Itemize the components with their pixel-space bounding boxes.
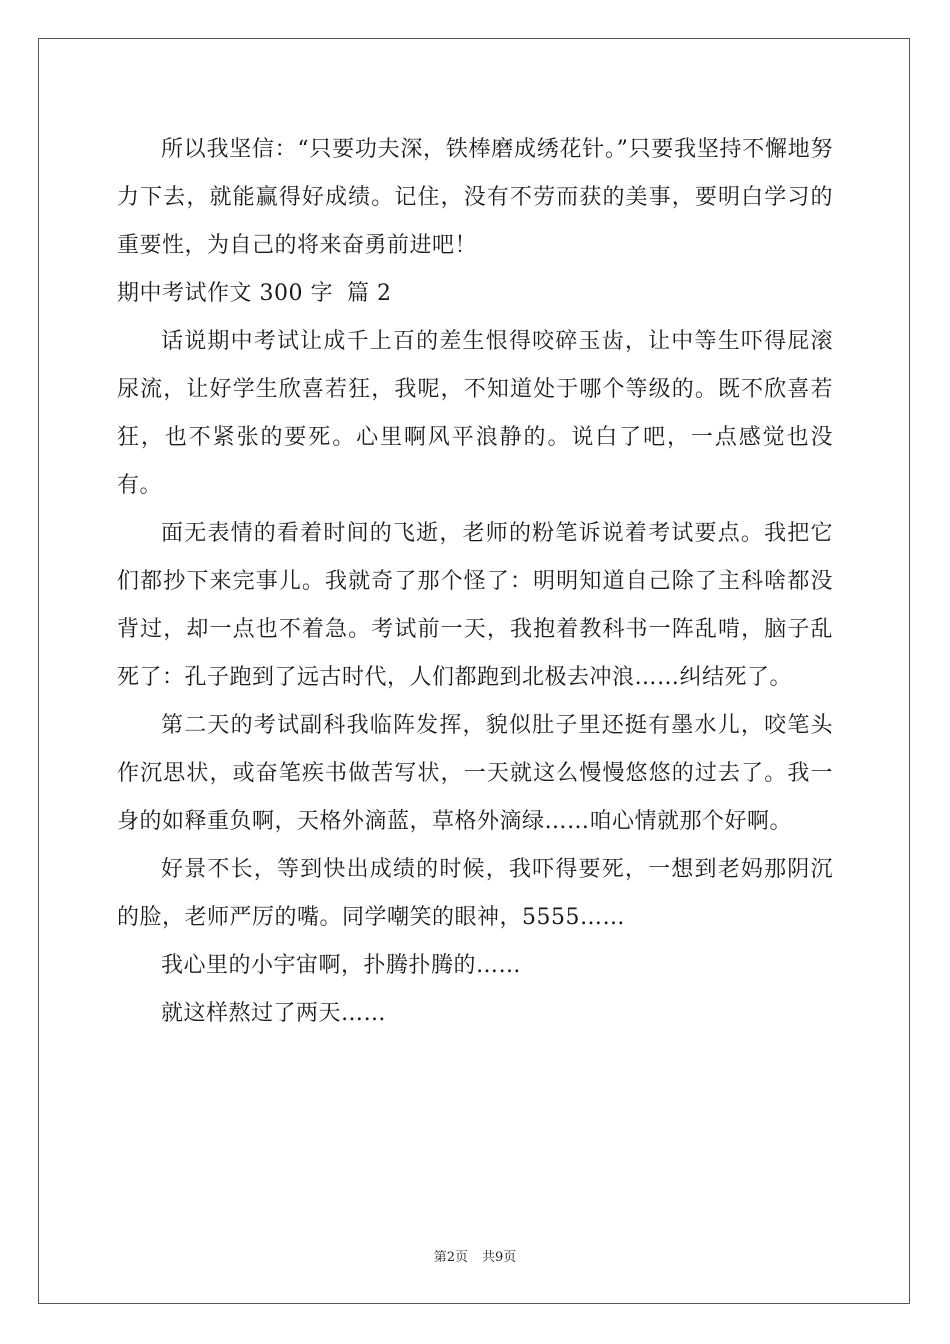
paragraph: 第二天的考试副科我临阵发挥，貌似肚子里还挺有墨水儿，咬笔头作沉思状，或奋笔疾书做苦写状，一天就这么慢慢悠悠的过去了。我一身的如释重负啊，天格外滴蓝，草格外滴绿……咱心情就那个好啊。 [117,713,833,834]
paragraph: 我心里的小宇宙啊，扑腾扑腾的…… [161,953,522,978]
page-number: 第2页 [433,1250,468,1265]
section-heading [117,270,833,318]
paragraph-conclusion: 所以我坚信：“只要功夫深，铁棒磨成绣花针。”只要我坚持不懈地努力下去，就能赢得好成绩。记住，没有不劳而获的美事，要明白学习的重要性，为自己的将来奋勇前进吧！ [117,137,833,258]
paragraph: 就这样熬过了两天…… [161,1001,387,1026]
paragraph: 面无表情的看着时间的飞逝，老师的粉笔诉说着考试要点。我把它们都抄下来完事儿。我就奇了那个怪了：明明知道自己除了主科啥都没背过，却一点也不着急。考试前一天，我抱着教科书一阵乱啃，脑子乱死了：孔子跑到了远古时代，人们都跑到北极去冲浪……纠结死了。 [117,521,833,690]
document-body [117,126,833,1038]
paragraph: 话说期中考试让成千上百的差生恨得咬碎玉齿，让中等生吓得屁滚尿流，让好学生欣喜若狂，我呢，不知道处于哪个等级的。既不欣喜若狂，也不紧张的要死。心里啊风平浪静的。说白了吧，一点感觉也没有。 [117,329,833,498]
page-footer [0,1246,950,1265]
page-total: 共9页 [482,1250,517,1265]
section-label: 篇 2 [346,281,392,306]
section-title: 期中考试作文 300 字 [117,281,333,306]
paragraph: 好景不长，等到快出成绩的时候，我吓得要死，一想到老妈那阴沉的脸，老师严厉的嘴。同学嘲笑的眼神，5555…… [117,857,833,930]
